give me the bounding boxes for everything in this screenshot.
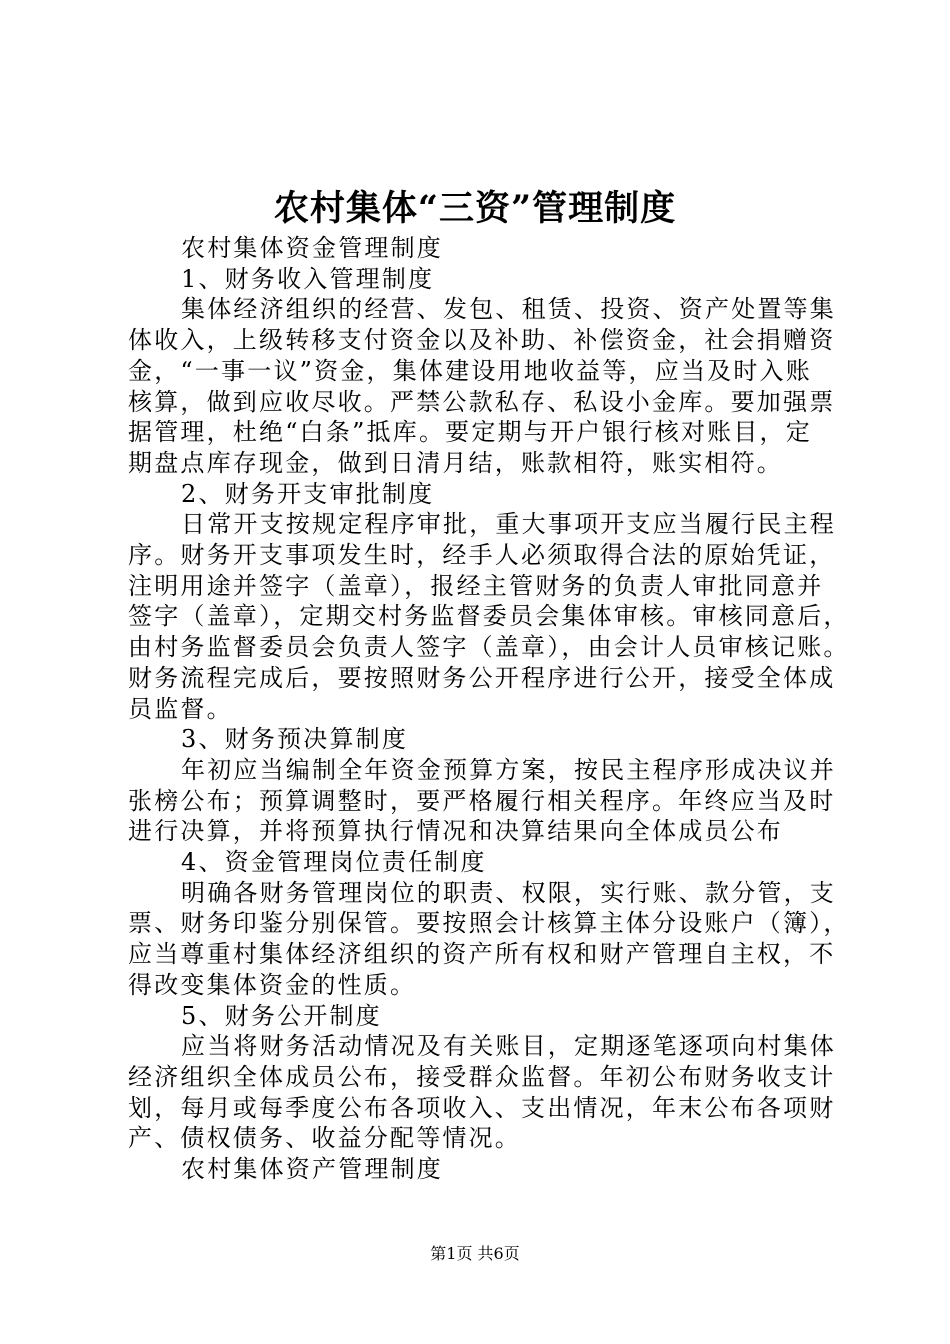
body-line: 农村集体资金管理制度 <box>181 234 443 262</box>
body-line: 3、财务预决算制度 <box>181 725 409 754</box>
body-line: 张榜公布；预算调整时，要严格履行相关程序。年终应当及时 <box>128 786 836 815</box>
body-line: 注明用途并签字（盖章），报经主管财务的负责人审批同意并 <box>128 571 824 600</box>
body-line: 签字（盖章），定期交村务监督委员会集体审核。审核同意后， <box>128 602 850 631</box>
body-line: 序。财务开支事项发生时，经手人必须取得合法的原始凭证， <box>128 541 836 570</box>
body-line: 年初应当编制全年资金预算方案，按民主程序形成决议并 <box>181 755 836 784</box>
body-line: 财务流程完成后，要按照财务公开程序进行公开，接受全体成 <box>128 663 836 692</box>
body-line: 据管理，杜绝“白条”抵库。要定期与开户银行核对账目，定 <box>128 418 812 447</box>
body-line: 产、债权债务、收益分配等情况。 <box>128 1124 521 1153</box>
body-line: 员监督。 <box>128 694 233 723</box>
body-line: 体收入，上级转移支付资金以及补助、补偿资金，社会捐赠资 <box>128 326 836 355</box>
body-line: 2、财务开支审批制度 <box>181 479 435 508</box>
body-line: 经济组织全体成员公布，接受群众监督。年初公布财务收支计 <box>128 1062 836 1091</box>
body-line: 4、资金管理岗位责任制度 <box>181 848 487 877</box>
page-footer: 第1页 共6页 <box>430 1244 520 1263</box>
body-line: 进行决算，并将预算执行情况和决算结果向全体成员公布 <box>128 817 783 846</box>
body-line: 5、财务公开制度 <box>181 1001 382 1030</box>
body-line: 票、财务印鉴分别保管。要按照会计核算主体分设账户（簿）， <box>128 909 850 938</box>
document-body <box>128 233 850 1185</box>
body-line: 应当将财务活动情况及有关账目，定期逐笔逐项向村集体 <box>181 1032 836 1061</box>
body-line: 由村务监督委员会负责人签字（盖章），由会计人员审核记账。 <box>128 633 850 662</box>
body-line: 日常开支按规定程序审批，重大事项开支应当履行民主程 <box>181 510 836 539</box>
body-line: 集体经济组织的经营、发包、租赁、投资、资产处置等集 <box>181 295 836 324</box>
body-line: 期盘点库存现金，做到日清月结，账款相符，账实相符。 <box>128 448 783 477</box>
body-line: 得改变集体资金的性质。 <box>128 970 417 999</box>
page-title: 农村集体“三资”管理制度 <box>273 188 677 229</box>
body-line: 划，每月或每季度公布各项收入、支出情况，年末公布各项财 <box>128 1093 836 1122</box>
body-line: 核算，做到应收尽收。严禁公款私存、私设小金库。要加强票 <box>128 387 836 416</box>
body-line: 1、财务收入管理制度 <box>181 264 435 293</box>
body-line: 应当尊重村集体经济组织的资产所有权和财产管理自主权，不 <box>128 940 836 969</box>
body-line: 明确各财务管理岗位的职责、权限，实行账、款分管，支 <box>181 878 836 907</box>
body-line: 金，“一事一议”资金，集体建设用地收益等，应当及时入账 <box>128 356 812 385</box>
body-line: 农村集体资产管理制度 <box>181 1155 443 1184</box>
